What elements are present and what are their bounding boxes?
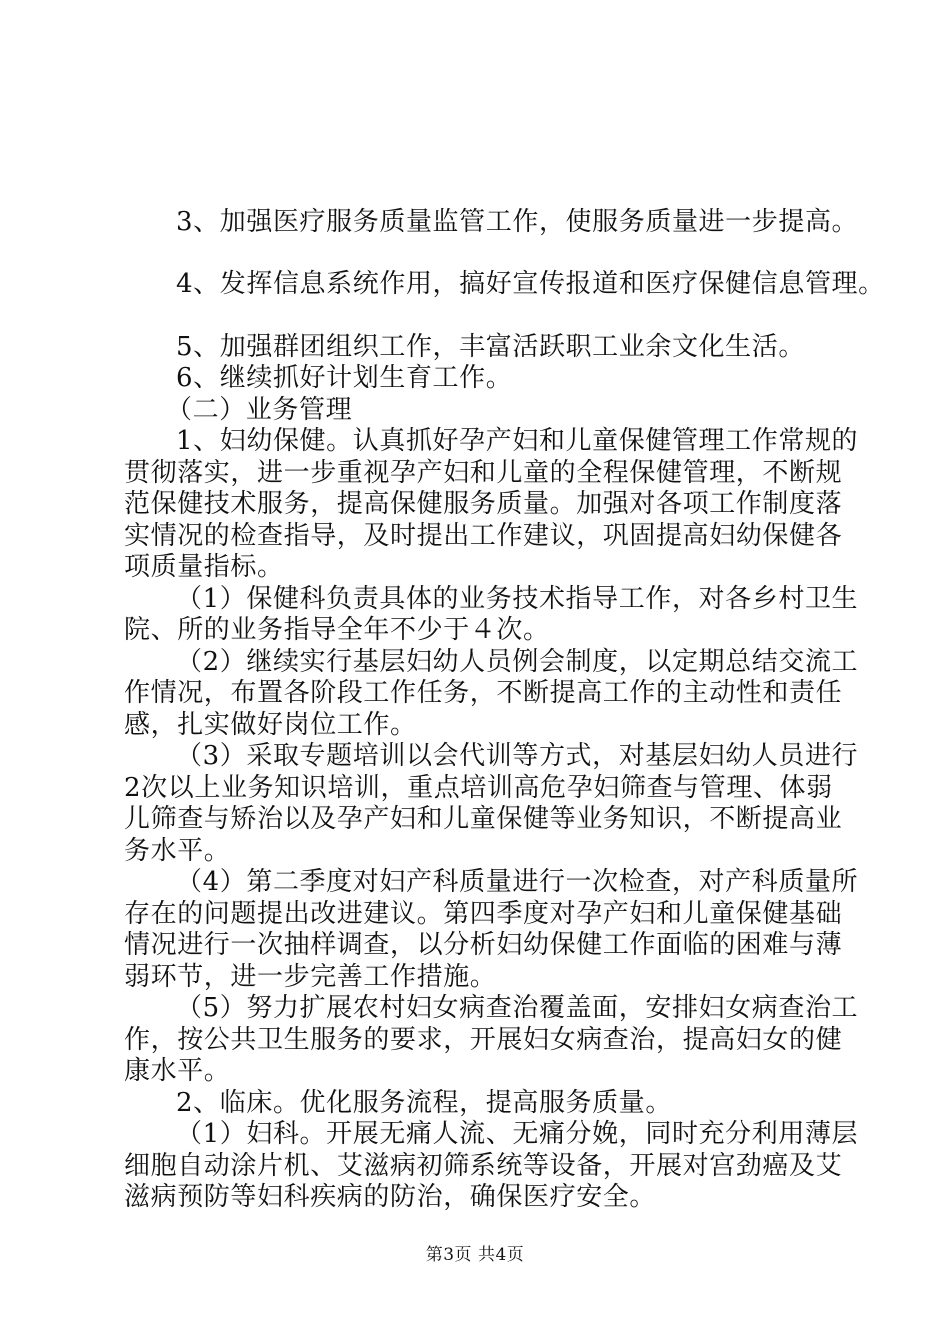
paragraph-line: 范保健技术服务，提高保健服务质量。加强对各项工作制度落 (124, 489, 843, 519)
page-number-footer: 第3页 共4页 (425, 1245, 525, 1265)
paragraph-line: （3）采取专题培训以会代训等方式，对基层妇幼人员进行 (176, 741, 859, 771)
paragraph-line: 作，按公共卫生服务的要求，开展妇女病查治，提高妇女的健 (124, 1025, 843, 1055)
paragraph-line: 1、妇幼保健。认真抓好孕产妇和儿童保健管理工作常规的 (176, 426, 859, 456)
paragraph-line: 作情况，布置各阶段工作任务，不断提高工作的主动性和责任 (124, 678, 843, 708)
paragraph-line: 弱环节，进一步完善工作措施。 (124, 962, 497, 992)
paragraph-line: 滋病预防等妇科疾病的防治，确保医疗安全。 (124, 1182, 657, 1212)
paragraph-line: 情况进行一次抽样调查，以分析妇幼保健工作面临的困难与薄 (124, 930, 843, 960)
section-heading: （二）业务管理 (166, 395, 353, 425)
paragraph-line: （5）努力扩展农村妇女病查治覆盖面，安排妇女病查治工 (176, 993, 859, 1023)
paragraph-line: 儿筛查与矫治以及孕产妇和儿童保健等业务知识，不断提高业 (124, 804, 843, 834)
paragraph-line: （1）保健科负责具体的业务技术指导工作，对各乡村卫生 (176, 584, 859, 614)
paragraph-line: 项质量指标。 (124, 552, 284, 582)
item-4-line: 4、发挥信息系统作用，搞好宣传报道和医疗保健信息管理。 (176, 269, 885, 299)
paragraph-line: （1）妇科。开展无痛人流、无痛分娩，同时充分利用薄层 (176, 1119, 859, 1149)
paragraph-line: 院、所的业务指导全年不少于４次。 (124, 615, 550, 645)
item-3-line: 3、加强医疗服务质量监管工作，使服务质量进一步提高。 (176, 207, 859, 237)
paragraph-line: 2次以上业务知识培训，重点培训高危孕妇筛查与管理、体弱 (124, 773, 833, 803)
item-6-line: 6、继续抓好计划生育工作。 (176, 363, 513, 393)
paragraph-line: 细胞自动涂片机、艾滋病初筛系统等设备，开展对宫劲癌及艾 (124, 1151, 843, 1181)
item-5-line: 5、加强群团组织工作，丰富活跃职工业余文化生活。 (176, 332, 805, 362)
paragraph-line: （4）第二季度对妇产科质量进行一次检查，对产科质量所 (176, 867, 859, 897)
paragraph-line: 实情况的检查指导，及时提出工作建议，巩固提高妇幼保健各 (124, 521, 843, 551)
paragraph-line: 存在的问题提出改进建议。第四季度对孕产妇和儿童保健基础 (124, 899, 843, 929)
paragraph-line: 务水平。 (124, 836, 231, 866)
paragraph-line: 感，扎实做好岗位工作。 (124, 710, 417, 740)
paragraph-line: 贯彻落实，进一步重视孕产妇和儿童的全程保健管理，不断规 (124, 458, 843, 488)
paragraph-line: （2）继续实行基层妇幼人员例会制度，以定期总结交流工 (176, 647, 859, 677)
paragraph-line: 康水平。 (124, 1056, 231, 1086)
paragraph-line: 2、临床。优化服务流程，提高服务质量。 (176, 1088, 672, 1118)
